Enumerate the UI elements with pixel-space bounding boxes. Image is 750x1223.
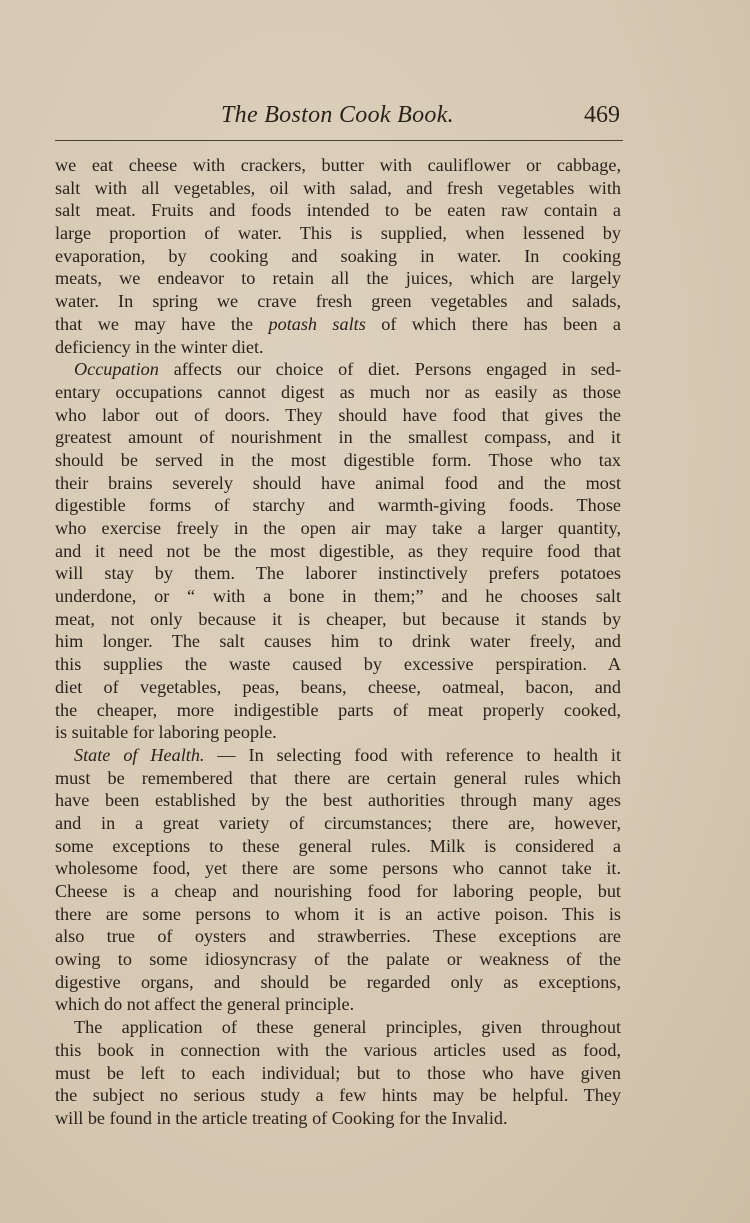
text-line: have been established by the best authorities through many ages [55, 790, 621, 811]
text-line: will stay by them. The laborer instinctively prefers potatoes [55, 563, 621, 584]
italic-term: potash salts [268, 313, 366, 334]
text-line: the subject no serious study a few hints may be helpful. They [55, 1085, 621, 1106]
text-line: and it need not be the most digestible, as they require food that [55, 540, 621, 561]
italic-term: State of Health. [74, 744, 205, 765]
text-line: must be remembered that there are certain general rules which [55, 767, 621, 788]
text-line: large proportion of water. This is supplied, when lessened by [55, 223, 621, 244]
text-line: entary occupations cannot digest as much nor as easily as those [55, 381, 621, 402]
text-line: should be served in the most digestible form. Those who tax [55, 449, 621, 470]
text-line: salt with all vegetables, oil with salad, and fresh vegetables with [55, 177, 621, 198]
text-line: The application of these general principles, given throughout [74, 1017, 621, 1038]
paragraph [55, 744, 621, 1016]
text-line: there are some persons to whom it is an active poison. This is [55, 903, 621, 924]
text-line: this book in connection with the various articles used as food, [55, 1039, 621, 1060]
text-line: Cheese is a cheap and nourishing food for laboring people, but [55, 881, 621, 901]
text-line: the cheaper, more indigestible parts of meat properly cooked, [55, 699, 621, 720]
body-text [55, 154, 621, 1130]
text-line: him longer. The salt causes him to drink water freely, and [55, 631, 621, 652]
text-line: greatest amount of nourishment in the smallest compass, and it [55, 427, 621, 448]
paragraph [55, 358, 621, 744]
text-line: deficiency in the winter diet. [55, 336, 264, 357]
text-line: owing to some idiosyncrasy of the palate or weakness of the [55, 949, 621, 970]
text-line: water. In spring we crave fresh green vegetables and salads, [55, 291, 621, 312]
text-line: which do not affect the general principle. [55, 994, 355, 1015]
text-line: wholesome food, yet there are some persons who cannot take it. [55, 858, 621, 879]
text-line: their brains severely should have animal food and the most [55, 472, 621, 493]
text-line: this supplies the waste caused by excessive perspiration. A [55, 654, 621, 675]
page-number: 469 [584, 102, 620, 128]
text-line: who exercise freely in the open air may take a larger quantity, [55, 518, 621, 538]
header-rule [55, 140, 623, 141]
text-line: Occupation affects our choice of diet. Persons engaged in sed- [74, 359, 621, 380]
text-line: we eat cheese with crackers, butter with cauliflower or cabbage, [55, 155, 621, 175]
text-line: meats, we endeavor to retain all the juices, which are largely [55, 268, 621, 289]
text-line: State of Health. — In selecting food with reference to health it [74, 744, 621, 765]
running-title: The Boston Cook Book. [221, 102, 454, 128]
text-line: evaporation, by cooking and soaking in water. In cooking [55, 245, 621, 266]
paragraph [55, 154, 621, 358]
text-line: and in a great variety of circumstances; there are, however, [55, 812, 621, 833]
paragraph [55, 1016, 621, 1129]
text-line: is suitable for laboring people. [55, 722, 277, 743]
text-line: salt meat. Fruits and foods intended to be eaten raw contain a [55, 200, 621, 221]
text-line: must be left to each individual; but to those who have given [55, 1062, 621, 1083]
text-line: underdone, or “ with a bone in them;” and he chooses salt [55, 586, 621, 607]
italic-term: Occupation [74, 359, 159, 380]
text-line: that we may have the potash salts of which there has been a [55, 313, 621, 334]
text-line: will be found in the article treating of Cooking for the Invalid. [55, 1107, 508, 1128]
text-line: digestible forms of starchy and warmth-giving foods. Those [55, 495, 621, 516]
text-line: diet of vegetables, peas, beans, cheese, oatmeal, bacon, and [55, 676, 621, 697]
text-line: meat, not only because it is cheaper, but because it stands by [55, 608, 621, 629]
page-header [55, 100, 620, 136]
text-line: who labor out of doors. They should have food that gives the [55, 404, 621, 425]
text-line: also true of oysters and strawberries. These exceptions are [55, 926, 621, 947]
text-line: some exceptions to these general rules. Milk is considered a [55, 835, 621, 856]
text-line: digestive organs, and should be regarded only as exceptions, [55, 971, 621, 992]
